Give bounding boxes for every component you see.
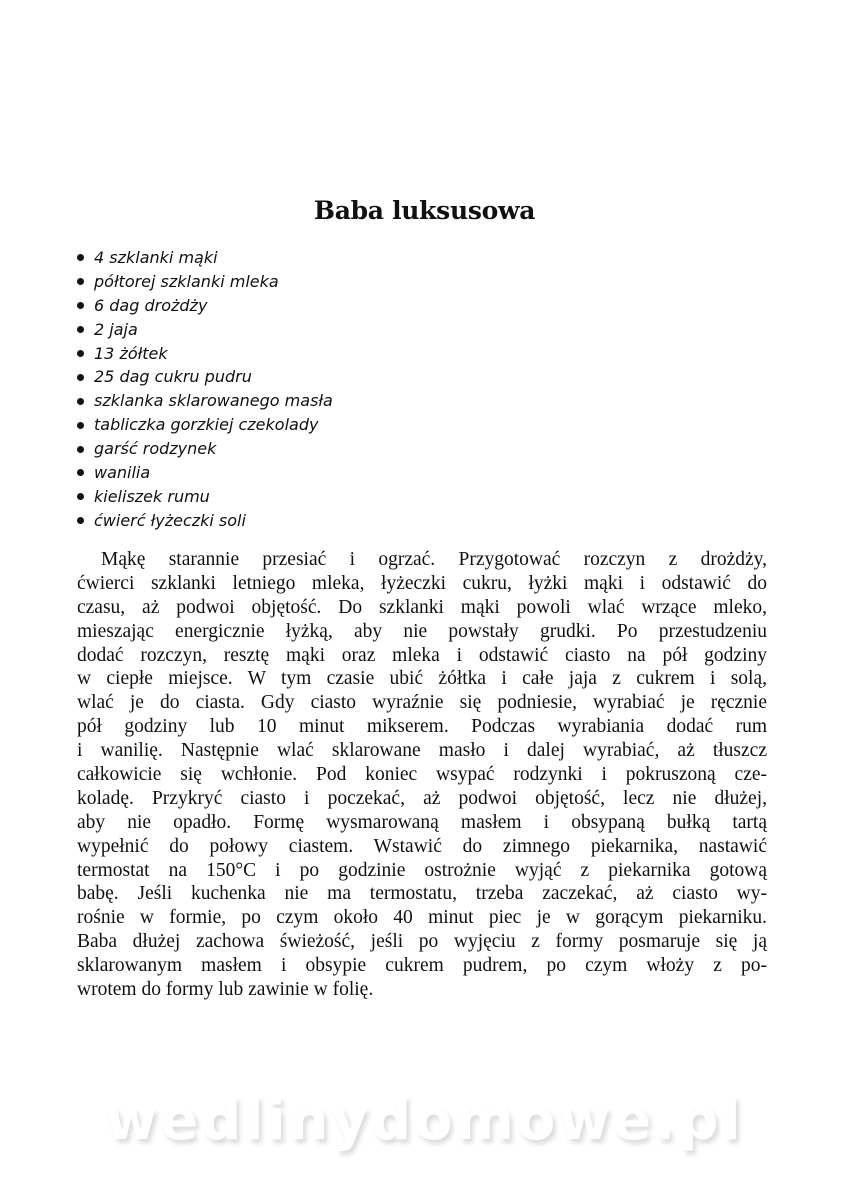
bullet-icon: [77, 422, 84, 429]
bullet-icon: [77, 278, 84, 285]
ingredient-item: tabliczka gorzkiej czekolady: [77, 413, 333, 437]
bullet-icon: [77, 326, 84, 333]
ingredient-item: szklanka sklarowanego masła: [77, 389, 333, 413]
text-line: i wanilię. Następnie wlać sklarowane masło i dalej wyrabiać, aż tłuszcz: [77, 740, 767, 762]
text-line: sklarowanym masłem i obsypie cukrem pudrem, po czym włoży z po-: [77, 955, 767, 977]
text-line: w ciepłe miejsce. W tym czasie ubić żółtka i całe jaja z cukrem i solą,: [77, 668, 767, 690]
bullet-icon: [77, 469, 84, 476]
text-line: babę. Jeśli kuchenka nie ma termostatu, trzeba zaczekać, aż ciasto wy-: [77, 883, 767, 905]
text-line: Baba dłużej zachowa świeżość, jeśli po wyjęciu z formy posmaruje się ją: [77, 931, 767, 953]
ingredient-item: garść rodzynek: [77, 437, 333, 461]
ingredient-item: 2 jaja: [77, 318, 333, 342]
watermark-text: wedlinydomowe.pl: [105, 1088, 744, 1153]
text-line: całkowicie się wchłonie. Pod koniec wsypać rodzynki i pokruszoną cze-: [77, 764, 767, 786]
ingredient-item: wanilia: [77, 461, 333, 485]
ingredient-item: 25 dag cukru pudru: [77, 365, 333, 389]
bullet-icon: [77, 517, 84, 524]
text-line: termostat na 150°C i po godzinie ostrożnie wyjąć z piekarnika gotową: [77, 859, 767, 881]
ingredients-list: [77, 246, 333, 533]
text-line: czasu, aż podwoi objętość. Do szklanki mąki powoli wlać wrzące mleko,: [77, 596, 767, 618]
bullet-icon: [77, 302, 84, 309]
bullet-icon: [77, 254, 84, 261]
ingredient-item: ćwierć łyżeczki soli: [77, 509, 333, 533]
text-line: pół godziny lub 10 minut mikserem. Podczas wyrabiania dodać rum: [77, 716, 767, 738]
recipe-title: Baba luksusowa: [313, 196, 536, 225]
instructions-paragraph: [77, 548, 767, 1002]
text-line: Mąkę starannie przesiać i ogrzać. Przygotować rozczyn z drożdży,: [101, 549, 767, 570]
text-line: rośnie w formie, po czym około 40 minut piec je w gorącym piekarniku.: [77, 907, 767, 929]
text-line: ćwierci szklanki letniego mleka, łyżeczki cukru, łyżki mąki i odstawić do: [77, 572, 767, 594]
bullet-icon: [77, 446, 84, 453]
bullet-icon: [77, 374, 84, 381]
bullet-icon: [77, 350, 84, 357]
text-line: mieszając energicznie łyżką, aby nie powstały grudki. Po przestudzeniu: [77, 620, 767, 642]
text-line: wlać je do ciasta. Gdy ciasto wyraźnie się podniesie, wyrabiać je ręcznie: [77, 692, 767, 714]
text-line: dodać rozczyn, resztę mąki oraz mleka i odstawić ciasto na pół godziny: [77, 644, 767, 666]
text-line: koladę. Przykryć ciasto i poczekać, aż podwoi objętość, lecz nie dłużej,: [77, 787, 767, 809]
text-line: aby nie opadło. Formę wysmarowaną masłem i obsypaną bułką tartą: [77, 811, 767, 833]
text-line: wypełnić do połowy ciastem. Wstawić do zimnego piekarnika, nastawić: [77, 835, 767, 857]
ingredient-item: 6 dag drożdży: [77, 294, 333, 318]
text-line: wrotem do formy lub zawinie w folię.: [77, 979, 374, 1001]
ingredient-item: półtorej szklanki mleka: [77, 270, 333, 294]
ingredient-item: kieliszek rumu: [77, 485, 333, 509]
bullet-icon: [77, 493, 84, 500]
ingredient-item: 13 żółtek: [77, 342, 333, 366]
bullet-icon: [77, 398, 84, 405]
ingredient-item: 4 szklanki mąki: [77, 246, 333, 270]
